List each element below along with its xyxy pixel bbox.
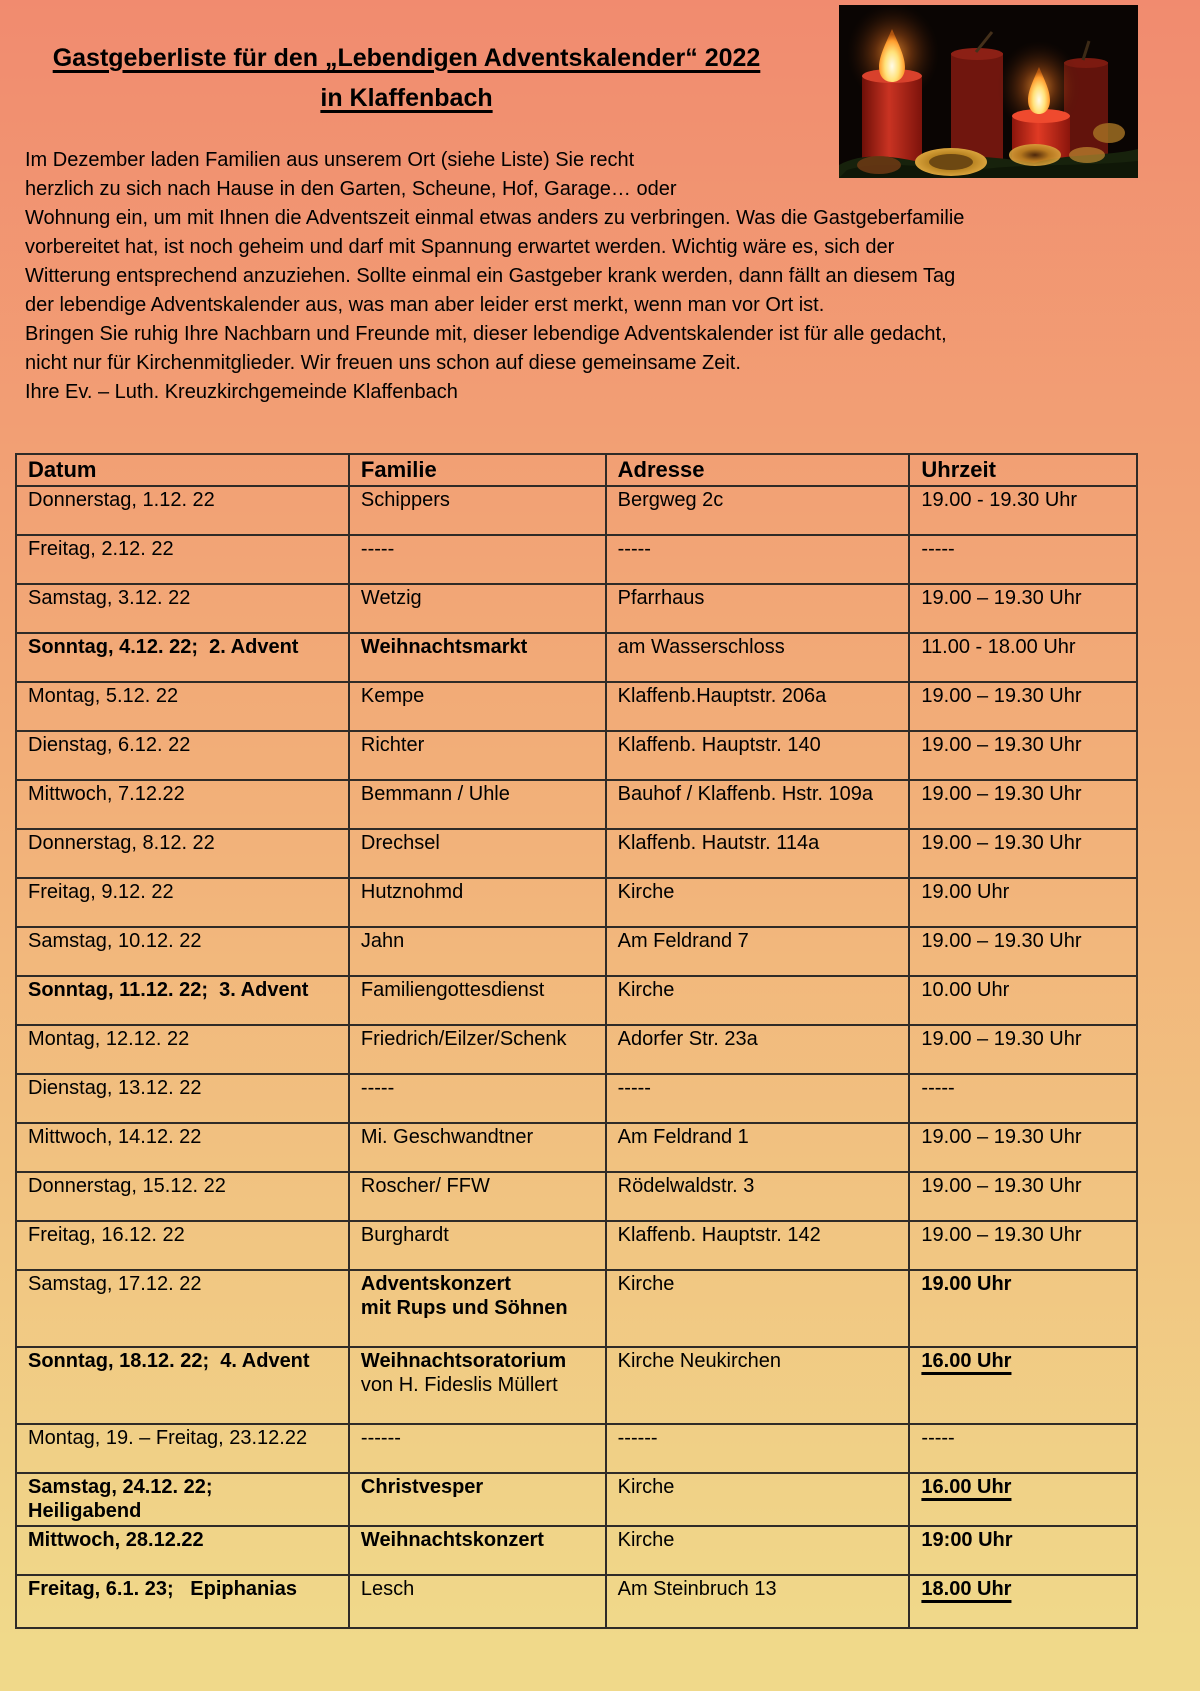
table-row — [16, 1347, 1137, 1424]
intro-line: herzlich zu sich nach Hause in den Garten, Scheune, Hof, Garage… oder — [25, 178, 677, 200]
table-row — [16, 1473, 1137, 1526]
cell-text: Am Feldrand 7 — [617, 930, 749, 952]
cell-text: Sonntag, 11.12. 22; 3. Advent — [28, 979, 309, 1001]
table-row — [16, 878, 1137, 927]
table-cell-familie — [349, 1025, 606, 1074]
table-cell-adresse — [606, 486, 910, 535]
table-cell-adresse — [606, 927, 910, 976]
table-cell-datum — [16, 1526, 349, 1575]
table-row — [16, 633, 1137, 682]
table-row — [16, 780, 1137, 829]
table-cell-adresse — [606, 1172, 910, 1221]
table-cell-adresse — [606, 1424, 910, 1473]
cell-text: 19.00 - 19.30 Uhr — [921, 489, 1078, 511]
cell-text: Mittwoch, 28.12.22 — [28, 1529, 204, 1551]
cell-text: 19.00 Uhr — [921, 1273, 1012, 1295]
cell-text: Christvesper — [360, 1476, 484, 1498]
table-header-row — [16, 454, 1137, 486]
table-cell-datum — [16, 1025, 349, 1074]
page-title — [25, 38, 788, 118]
table-cell-familie — [349, 927, 606, 976]
table-cell-familie — [349, 1270, 606, 1347]
table-cell-adresse — [606, 780, 910, 829]
cell-text: Montag, 12.12. 22 — [28, 1028, 190, 1050]
column-header-uhrzeit: Uhrzeit — [909, 454, 1137, 486]
table-cell-adresse — [606, 1526, 910, 1575]
cell-text: Mittwoch, 14.12. 22 — [28, 1126, 202, 1148]
intro-line: der lebendige Adventskalender aus, was man aber leider erst merkt, wenn man vor Ort ist. — [25, 294, 825, 316]
table-cell-adresse — [606, 1473, 910, 1526]
table-cell-familie — [349, 1221, 606, 1270]
table-cell-uhrzeit — [909, 927, 1137, 976]
cell-text: Weihnachtskonzert — [360, 1529, 544, 1551]
table-row — [16, 829, 1137, 878]
table-cell-familie — [349, 731, 606, 780]
table-cell-datum — [16, 1424, 349, 1473]
table-row — [16, 1123, 1137, 1172]
intro-line: vorbereitet hat, ist noch geheim und darf mit Spannung erwartet werden. Wichtig wäre es, sich der — [25, 236, 895, 258]
cell-text: Bergweg 2c — [617, 489, 724, 511]
cell-text: ------ — [360, 1427, 401, 1449]
cell-text: ------ — [617, 1427, 658, 1449]
column-header-adresse: Adresse — [606, 454, 910, 486]
table-cell-datum — [16, 878, 349, 927]
table-cell-adresse — [606, 682, 910, 731]
table-row — [16, 1526, 1137, 1575]
cell-text: Mi. Geschwandtner — [360, 1126, 534, 1148]
cell-text: Mittwoch, 7.12.22 — [28, 783, 185, 805]
table-cell-adresse — [606, 976, 910, 1025]
table-cell-adresse — [606, 1221, 910, 1270]
cell-text: ----- — [921, 1077, 955, 1099]
table-cell-datum — [16, 584, 349, 633]
cell-text: Freitag, 16.12. 22 — [28, 1224, 185, 1246]
cell-text: Heiligabend — [28, 1500, 142, 1522]
intro-line: Witterung entsprechend anzuziehen. Sollte einmal ein Gastgeber krank werden, dann fällt an diesem Tag — [25, 265, 956, 287]
cell-text: Donnerstag, 15.12. 22 — [28, 1175, 226, 1197]
cell-text: 19.00 – 19.30 Uhr — [921, 734, 1082, 756]
column-header-datum: Datum — [16, 454, 349, 486]
cell-text: Donnerstag, 8.12. 22 — [28, 832, 215, 854]
table-cell-datum — [16, 1575, 349, 1628]
table-cell-adresse — [606, 1025, 910, 1074]
table-row — [16, 1221, 1137, 1270]
cell-text: Klaffenb.Hauptstr. 206a — [617, 685, 827, 707]
cell-text: Kirche — [617, 881, 675, 903]
cell-text: 19.00 – 19.30 Uhr — [921, 930, 1082, 952]
table-cell-familie — [349, 976, 606, 1025]
table-cell-datum — [16, 1123, 349, 1172]
table-row — [16, 1172, 1137, 1221]
cell-text: Weihnachtsmarkt — [360, 636, 528, 658]
table-cell-adresse — [606, 633, 910, 682]
cell-text: Adventskonzert — [360, 1273, 511, 1295]
table-cell-adresse — [606, 584, 910, 633]
cell-text: Kirche — [617, 1529, 675, 1551]
table-cell-datum — [16, 1074, 349, 1123]
table-cell-uhrzeit — [909, 1424, 1137, 1473]
table-cell-familie — [349, 633, 606, 682]
cell-text: 16.00 Uhr — [921, 1476, 1012, 1498]
cell-text: Wetzig — [360, 587, 422, 609]
cell-text: Kirche — [617, 979, 675, 1001]
cell-text: Burghardt — [360, 1224, 449, 1246]
schedule-table — [15, 453, 1138, 1629]
table-cell-uhrzeit — [909, 1270, 1137, 1347]
table-cell-datum — [16, 976, 349, 1025]
table-cell-uhrzeit — [909, 878, 1137, 927]
cell-text: Schippers — [360, 489, 450, 511]
table-cell-adresse — [606, 535, 910, 584]
table-cell-uhrzeit — [909, 1123, 1137, 1172]
cell-text: am Wasserschloss — [617, 636, 785, 658]
cell-text: Pfarrhaus — [617, 587, 705, 609]
cell-text: Adorfer Str. 23a — [617, 1028, 758, 1050]
cell-text: 10.00 Uhr — [921, 979, 1010, 1001]
cell-text: Freitag, 6.1. 23; Epiphanias — [28, 1578, 297, 1600]
cell-text: 11.00 - 18.00 Uhr — [921, 636, 1076, 658]
table-cell-familie — [349, 829, 606, 878]
cell-text: ----- — [921, 1427, 955, 1449]
table-cell-uhrzeit — [909, 584, 1137, 633]
table-cell-uhrzeit — [909, 535, 1137, 584]
table-cell-familie — [349, 878, 606, 927]
column-header-familie: Familie — [349, 454, 606, 486]
table-cell-familie — [349, 1575, 606, 1628]
table-cell-datum — [16, 1270, 349, 1347]
table-cell-adresse — [606, 1074, 910, 1123]
cell-text: Samstag, 17.12. 22 — [28, 1273, 202, 1295]
table-cell-adresse — [606, 1347, 910, 1424]
table-cell-datum — [16, 682, 349, 731]
cell-text: Dienstag, 6.12. 22 — [28, 734, 191, 756]
cell-text: Samstag, 24.12. 22; — [28, 1476, 213, 1498]
table-cell-uhrzeit — [909, 1074, 1137, 1123]
table-cell-uhrzeit — [909, 829, 1137, 878]
cell-text: Richter — [360, 734, 425, 756]
table-cell-familie — [349, 1172, 606, 1221]
table-row — [16, 682, 1137, 731]
table-row — [16, 535, 1137, 584]
cell-text: ----- — [617, 538, 651, 560]
cell-text: Friedrich/Eilzer/Schenk — [360, 1028, 567, 1050]
cell-text: Klaffenb. Hauptstr. 140 — [617, 734, 821, 756]
table-cell-familie — [349, 1347, 606, 1424]
cell-text: 19.00 – 19.30 Uhr — [921, 685, 1082, 707]
table-cell-datum — [16, 1172, 349, 1221]
table-cell-familie — [349, 1526, 606, 1575]
cell-text: 19.00 – 19.30 Uhr — [921, 832, 1082, 854]
table-cell-familie — [349, 1473, 606, 1526]
cell-text: Lesch — [360, 1578, 415, 1600]
table-row — [16, 731, 1137, 780]
table-cell-uhrzeit — [909, 1473, 1137, 1526]
title-line-1: Gastgeberliste für den „Lebendigen Adventskalender“ 2022 — [52, 44, 761, 72]
cell-text: Am Steinbruch 13 — [617, 1578, 777, 1600]
table-cell-datum — [16, 829, 349, 878]
cell-text: Bauhof / Klaffenb. Hstr. 109a — [617, 783, 873, 805]
cell-text: ----- — [617, 1077, 651, 1099]
table-cell-datum — [16, 1473, 349, 1526]
table-cell-adresse — [606, 731, 910, 780]
table-cell-uhrzeit — [909, 1025, 1137, 1074]
table-cell-datum — [16, 780, 349, 829]
cell-text: 19.00 – 19.30 Uhr — [921, 1126, 1082, 1148]
table-cell-adresse — [606, 1575, 910, 1628]
table-cell-datum — [16, 535, 349, 584]
cell-text: Klaffenb. Hautstr. 114a — [617, 832, 820, 854]
cell-text: ----- — [360, 1077, 395, 1099]
table-cell-uhrzeit — [909, 1526, 1137, 1575]
table-cell-adresse — [606, 829, 910, 878]
cell-text: ----- — [921, 538, 955, 560]
cell-text: Freitag, 9.12. 22 — [28, 881, 174, 903]
cell-text: 19.00 – 19.30 Uhr — [921, 1175, 1082, 1197]
cell-text: 19.00 – 19.30 Uhr — [921, 783, 1082, 805]
table-cell-datum — [16, 731, 349, 780]
table-cell-uhrzeit — [909, 731, 1137, 780]
cell-text: Kempe — [360, 685, 425, 707]
table-row — [16, 927, 1137, 976]
table-cell-familie — [349, 780, 606, 829]
cell-text: Rödelwaldstr. 3 — [617, 1175, 755, 1197]
table-cell-adresse — [606, 878, 910, 927]
cell-text: Kirche — [617, 1476, 675, 1498]
cell-text: Kirche Neukirchen — [617, 1350, 782, 1372]
cell-text: Roscher/ FFW — [360, 1175, 490, 1197]
cell-text: Freitag, 2.12. 22 — [28, 538, 174, 560]
cell-text: Sonntag, 4.12. 22; 2. Advent — [28, 636, 299, 658]
cell-text: Hutznohmd — [360, 881, 464, 903]
intro-line: Wohnung ein, um mit Ihnen die Adventszeit einmal etwas anders zu verbringen. Was die Gastgeberfamilie — [25, 207, 965, 229]
cell-text: Familiengottesdienst — [360, 979, 545, 1001]
table-row — [16, 486, 1137, 535]
cell-text: Weihnachtsoratorium — [360, 1350, 567, 1372]
table-row — [16, 1575, 1137, 1628]
table-cell-uhrzeit — [909, 633, 1137, 682]
cell-text: Samstag, 10.12. 22 — [28, 930, 202, 952]
table-cell-adresse — [606, 1270, 910, 1347]
table-cell-familie — [349, 682, 606, 731]
cell-text: Am Feldrand 1 — [617, 1126, 749, 1148]
cell-text: Klaffenb. Hauptstr. 142 — [617, 1224, 821, 1246]
table-cell-datum — [16, 927, 349, 976]
cell-text: 16.00 Uhr — [921, 1350, 1012, 1372]
intro-line: Ihre Ev. – Luth. Kreuzkirchgemeinde Klaffenbach — [25, 381, 458, 403]
cell-text: 19.00 – 19.30 Uhr — [921, 587, 1082, 609]
table-cell-uhrzeit — [909, 1575, 1137, 1628]
table-row — [16, 1424, 1137, 1473]
cell-text: 19.00 – 19.30 Uhr — [921, 1224, 1082, 1246]
intro-paragraph — [25, 146, 1140, 407]
cell-text: Donnerstag, 1.12. 22 — [28, 489, 215, 511]
table-cell-uhrzeit — [909, 1347, 1137, 1424]
table-cell-adresse — [606, 1123, 910, 1172]
table-cell-familie — [349, 1074, 606, 1123]
table-cell-familie — [349, 486, 606, 535]
advent-candles-image — [839, 5, 1138, 178]
table-cell-uhrzeit — [909, 486, 1137, 535]
table-cell-uhrzeit — [909, 682, 1137, 731]
title-line-2: in Klaffenbach — [320, 84, 493, 112]
cell-text: Dienstag, 13.12. 22 — [28, 1077, 202, 1099]
intro-line: Bringen Sie ruhig Ihre Nachbarn und Freunde mit, dieser lebendige Adventskalender ist für alle gedacht, — [25, 323, 947, 345]
table-cell-familie — [349, 1123, 606, 1172]
cell-text: 19.00 Uhr — [921, 881, 1010, 903]
table-cell-familie — [349, 1424, 606, 1473]
table-row — [16, 1270, 1137, 1347]
table-cell-uhrzeit — [909, 976, 1137, 1025]
table-cell-datum — [16, 1347, 349, 1424]
table-cell-datum — [16, 486, 349, 535]
table-row — [16, 1074, 1137, 1123]
cell-text: ----- — [360, 538, 395, 560]
table-row — [16, 584, 1137, 633]
cell-text: Montag, 5.12. 22 — [28, 685, 179, 707]
cell-text: Sonntag, 18.12. 22; 4. Advent — [28, 1350, 310, 1372]
cell-text: Jahn — [360, 930, 405, 952]
cell-text: Drechsel — [360, 832, 440, 854]
table-cell-datum — [16, 1221, 349, 1270]
cell-text: Bemmann / Uhle — [360, 783, 510, 805]
table-cell-uhrzeit — [909, 1221, 1137, 1270]
table-cell-familie — [349, 584, 606, 633]
table-cell-uhrzeit — [909, 1172, 1137, 1221]
cell-text: 18.00 Uhr — [921, 1578, 1012, 1600]
table-cell-familie — [349, 535, 606, 584]
cell-text: 19.00 – 19.30 Uhr — [921, 1028, 1082, 1050]
intro-line: nicht nur für Kirchenmitglieder. Wir freuen uns schon auf diese gemeinsame Zeit. — [25, 352, 741, 374]
table-cell-uhrzeit — [909, 780, 1137, 829]
cell-text: von H. Fideslis Müllert — [360, 1374, 558, 1396]
table-cell-datum — [16, 633, 349, 682]
intro-line: Im Dezember laden Familien aus unserem Ort (siehe Liste) Sie recht — [25, 149, 635, 171]
cell-text: Montag, 19. – Freitag, 23.12.22 — [28, 1427, 308, 1449]
advent-candles-photo — [839, 5, 1138, 178]
table-row — [16, 1025, 1137, 1074]
cell-text: mit Rups und Söhnen — [360, 1297, 568, 1319]
cell-text: Kirche — [617, 1273, 675, 1295]
cell-text: 19:00 Uhr — [921, 1529, 1013, 1551]
cell-text: Samstag, 3.12. 22 — [28, 587, 191, 609]
table-row — [16, 976, 1137, 1025]
